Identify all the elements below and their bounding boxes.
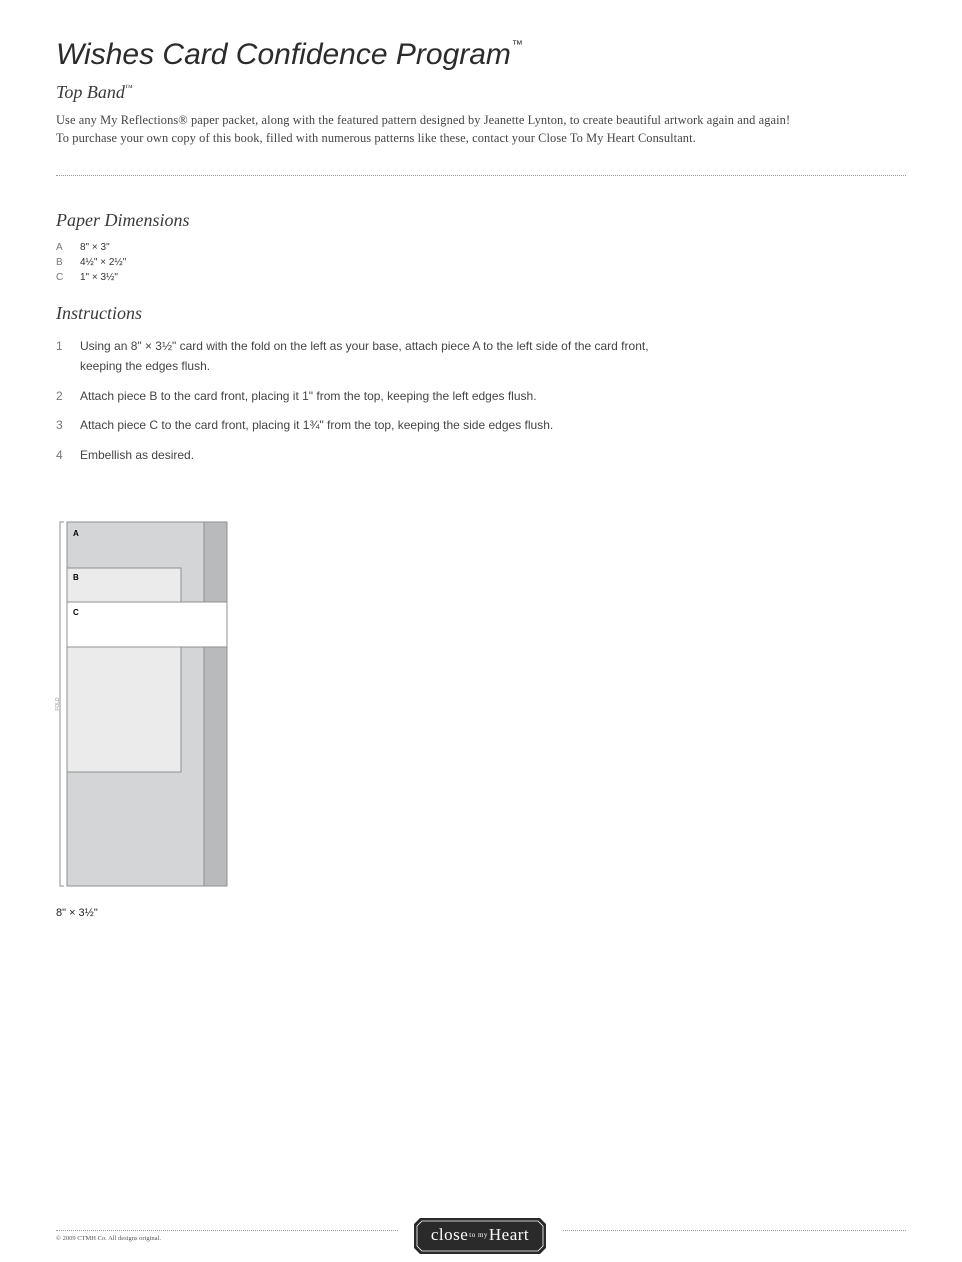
paper-dimensions-list xyxy=(56,240,126,285)
piece-a-strip xyxy=(204,522,227,886)
instruction-step: 4 Embellish as desired. xyxy=(56,447,195,462)
piece-c-label: C xyxy=(73,608,79,617)
dimension-item: C 1" × 3½" xyxy=(56,272,118,283)
piece-b-label: B xyxy=(73,573,79,582)
subtitle-trademark-mark: ™ xyxy=(124,83,133,92)
footer-divider-left xyxy=(56,1230,398,1231)
instruction-step: 3 Attach piece C to the card front, placing it 1¾" from the top, keeping the side edges flush. xyxy=(56,418,554,432)
trademark-mark: ™ xyxy=(511,39,523,51)
divider xyxy=(56,175,906,176)
piece-c xyxy=(67,602,227,647)
instruction-step: 1 Using an 8" × 3½" card with the fold on the left as your base, attach piece A to the left side of the card front, keeping the edges flush. xyxy=(56,339,649,373)
intro-line-2: To purchase your own copy of this book, filled with numerous patterns like these, contact your Close To My Heart Consultant. xyxy=(56,131,696,145)
intro-line-1: Use any My Reflections® paper packet, along with the featured pattern designed by Jeanette Lynton, to create beautiful artwork again and again! xyxy=(56,113,791,127)
page-title: Wishes Card Confidence Program™ xyxy=(56,38,523,71)
copyright-text: © 2009 CTMH Co. All designs original. xyxy=(56,1235,161,1242)
instruction-step: 2 Attach piece B to the card front, placing it 1" from the top, keeping the left edges flush. xyxy=(56,388,537,403)
card-layout-diagram xyxy=(50,515,235,895)
piece-b xyxy=(67,568,181,772)
dimension-item: B 4½" × 2½" xyxy=(56,257,127,268)
fold-label: FOLD xyxy=(55,697,61,711)
paper-dimensions-heading: Paper Dimensions xyxy=(56,210,190,230)
intro-text xyxy=(56,111,916,147)
instructions-heading: Instructions xyxy=(56,303,143,323)
pattern-name: Top Band™ xyxy=(56,82,133,102)
card-size-caption: 8" × 3½" xyxy=(56,907,98,919)
logo-wordmark: closeto myHeart xyxy=(430,1225,530,1244)
piece-a-label: A xyxy=(73,529,79,538)
dimension-item: A 8" × 3" xyxy=(56,242,110,253)
instructions-list xyxy=(56,336,676,474)
footer-divider-right xyxy=(563,1230,906,1231)
